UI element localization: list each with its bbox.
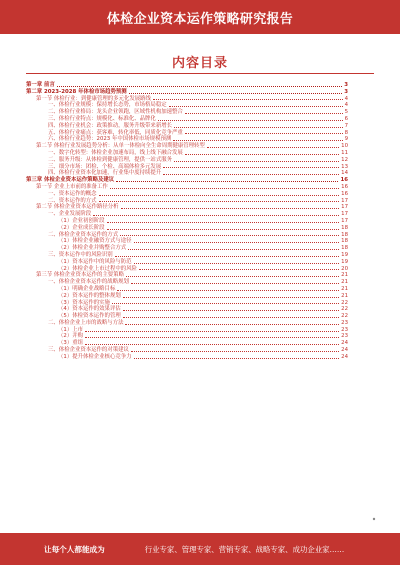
toc-entry-page: 3: [344, 82, 348, 88]
toc-leader-dots: [107, 222, 340, 223]
toc-entry-page: 24: [341, 353, 348, 360]
toc-entry-label: 五、体检行业痛点：获客难，转化率低，同质化竞争严重: [48, 129, 183, 136]
toc-leader-dots: [174, 127, 343, 128]
toc-entry-label: 一、资本运作的概念: [48, 190, 97, 197]
toc-leader-dots: [99, 195, 340, 196]
toc-entry-label: （4）资本运作的效果评估: [58, 306, 121, 313]
toc-entry-label: （2）体检企业并购整合方式: [58, 245, 127, 252]
toc-entry-label: 六、体检行业趋势：2023 年中国体检市场规模预测: [48, 136, 172, 143]
toc-entry[interactable]: [26, 259, 348, 266]
toc-entry-label: 三、体检行业特点：规模化、标准化、品牌化: [48, 115, 156, 122]
toc-entry[interactable]: [26, 82, 348, 89]
header-bar: [0, 0, 400, 34]
toc-entry[interactable]: [26, 225, 348, 232]
toc-entry-label: 二、体检行业格局：龙头企业领跑，区域性机构加速整合: [48, 109, 183, 116]
toc-entry[interactable]: [26, 252, 348, 259]
toc-entry[interactable]: [26, 143, 348, 150]
toc-entry-label: 一、体检企业资本运作的战略规划: [48, 279, 129, 286]
toc-leader-dots: [85, 344, 339, 345]
toc-leader-dots: [185, 154, 339, 155]
toc-entry-page: 5: [344, 109, 348, 116]
toc-entry-page: 4: [344, 95, 348, 102]
toc-leader-dots: [158, 120, 343, 121]
toc-entry-page: 11: [341, 149, 348, 156]
toc-entry-page: 18: [341, 224, 348, 231]
toc-leader-dots: [134, 242, 340, 243]
toc-entry[interactable]: [26, 109, 348, 116]
toc-entry-label: （1）企业初创阶段: [58, 217, 105, 224]
toc-entry-page: 17: [341, 197, 348, 204]
toc-entry-page: 16: [340, 177, 348, 184]
toc-entry-page: 21: [341, 292, 348, 299]
page-marker-icon: [372, 517, 376, 521]
toc-entry[interactable]: [26, 279, 348, 286]
toc-entry-page: 8: [344, 129, 348, 136]
toc-entry-page: 17: [341, 211, 348, 218]
footer-slogan: 让每个人都能成为: [44, 544, 105, 554]
toc-entry-page: 23: [341, 319, 348, 326]
toc-leader-dots: [163, 167, 339, 168]
toc-leader-dots: [85, 331, 339, 332]
toc-heading: 内容目录: [171, 56, 228, 71]
toc-leader-dots: [93, 215, 339, 216]
toc-leader-dots: [163, 174, 339, 175]
toc-entry-page: 9: [344, 136, 348, 143]
toc-entry-label: 第三节 体检企业资本运作的主要策略: [36, 272, 124, 279]
table-of-contents: [26, 82, 348, 361]
toc-entry-label: 第二节 体检行业发展趋势分析：从单一体检向全生命周期健康管理转型: [36, 143, 205, 150]
toc-leader-dots: [131, 351, 339, 352]
toc-entry[interactable]: [26, 354, 348, 361]
toc-entry-page: 18: [341, 231, 348, 238]
toc-leader-dots: [110, 188, 339, 189]
toc-entry-page: 22: [341, 299, 348, 306]
toc-entry-label: 第一节 体检行业：到健康管理的多元化发展路线: [36, 95, 151, 102]
toc-leader-dots: [129, 93, 343, 94]
toc-leader-dots: [120, 235, 339, 236]
toc-leader-dots: [116, 181, 338, 182]
toc-entry-page: 12: [341, 156, 348, 163]
toc-entry-page: 3: [344, 88, 348, 95]
toc-entry-label: 第一章 前言: [26, 82, 55, 88]
toc-entry-label: 二、体检企业资本运作的方式: [48, 231, 119, 238]
toc-entry-label: 三、资本运作中的风险识别: [48, 251, 113, 258]
toc-leader-dots: [185, 113, 343, 114]
toc-entry-label: （2）资本运作的整体规划: [58, 292, 121, 299]
toc-entry-label: 第二章 2023-2028 年体检市场趋势预测: [26, 88, 127, 95]
toc-leader-dots: [123, 310, 339, 311]
toc-entry-label: （1）上市: [58, 326, 83, 333]
toc-entry-label: 二、服务升级：从体检到健康管理，提供一站式服务: [48, 156, 172, 163]
toc-leader-dots: [85, 337, 339, 338]
toc-leader-dots: [139, 269, 339, 270]
toc-entry-label: 二、体检企业上市的战略与方法: [48, 319, 124, 326]
toc-entry[interactable]: [26, 245, 348, 252]
toc-entry-label: （2）体检企业上市过程中的风险: [58, 265, 137, 272]
toc-entry-page: 6: [344, 115, 348, 122]
toc-entry-page: 22: [341, 306, 348, 313]
toc-leader-dots: [169, 106, 343, 107]
toc-leader-dots: [174, 161, 339, 162]
toc-leader-dots: [125, 324, 339, 325]
toc-entry-label: （3）重组: [58, 340, 83, 347]
toc-entry-page: 4: [344, 102, 348, 109]
toc-entry-label: 一、企业发展阶段: [48, 211, 92, 218]
toc-entry-label: 三、体检企业资本运作的对策建议: [48, 347, 129, 354]
toc-entry[interactable]: [26, 157, 348, 164]
toc-leader-dots: [128, 249, 339, 250]
toc-leader-dots: [134, 358, 340, 359]
toc-entry-label: 二、资本运作的方式: [48, 197, 97, 204]
footer-tagline: 行业专家、管理专家、营销专家、战略专家、成功企业家……: [144, 544, 345, 554]
toc-entry-page: 18: [341, 245, 348, 252]
toc-leader-dots: [185, 133, 343, 134]
toc-leader-dots: [131, 283, 339, 284]
toc-entry-page: 24: [341, 340, 348, 347]
toc-leader-dots: [173, 140, 342, 141]
toc-entry-label: （5）体检资本运作的管理: [58, 313, 121, 320]
toc-entry-label: （2）并购: [58, 333, 83, 340]
toc-entry[interactable]: [26, 191, 348, 198]
toc-entry-label: 第二节 体检企业资本运作路径分析: [36, 204, 119, 211]
toc-entry[interactable]: [26, 123, 348, 130]
toc-entry[interactable]: [26, 313, 348, 320]
toc-leader-dots: [121, 208, 340, 209]
toc-entry[interactable]: [26, 89, 348, 96]
toc-entry-label: 三、细分市场：团检、个检、高端体检多元发展: [48, 163, 162, 170]
toc-leader-dots: [99, 201, 340, 202]
toc-entry-label: （1）资本运作中的风险与防范: [58, 258, 132, 265]
toc-entry-page: 16: [341, 190, 348, 197]
toc-leader-dots: [115, 256, 339, 257]
toc-entry[interactable]: [26, 286, 348, 293]
toc-entry-page: 13: [341, 163, 348, 170]
toc-entry-label: 第三章 体检企业资本运作策略及建议: [26, 177, 115, 184]
toc-entry[interactable]: [26, 347, 348, 354]
toc-leader-dots: [107, 229, 340, 230]
toc-entry-page: 23: [341, 333, 348, 340]
toc-entry-label: 四、体检行业机会：政策推动，服务升级带来新增长: [48, 122, 172, 129]
toc-entry-label: 四、体检行业资本化加速，行业集中度持续提升: [48, 170, 162, 177]
toc-entry[interactable]: [26, 184, 348, 191]
toc-entry-label: （2）企业成长阶段: [58, 224, 105, 231]
toc-leader-dots: [57, 86, 342, 87]
toc-entry[interactable]: [26, 116, 348, 123]
toc-entry-page: 14: [341, 170, 348, 177]
toc-entry-page: 21: [341, 272, 348, 279]
toc-entry-page: 18: [341, 238, 348, 245]
toc-entry[interactable]: [26, 320, 348, 327]
toc-leader-dots: [134, 263, 340, 264]
toc-entry-label: （1）体检企业融资方式与途径: [58, 238, 132, 245]
toc-entry[interactable]: [26, 218, 348, 225]
toc-entry-page: 19: [341, 251, 348, 258]
toc-leader-dots: [117, 290, 339, 291]
toc-entry[interactable]: [26, 293, 348, 300]
toc-entry-page: 7: [344, 122, 348, 129]
toc-entry[interactable]: [26, 177, 348, 184]
toc-leader-dots: [126, 276, 339, 277]
toc-entry-page: 20: [341, 265, 348, 272]
toc-entry-page: 22: [341, 313, 348, 320]
toc-leader-dots: [153, 99, 343, 100]
toc-entry-label: 一、体检行业规模：保持增长态势，市场格局稳定: [48, 102, 167, 109]
footer-bar: [0, 533, 400, 565]
toc-entry-page: 17: [341, 204, 348, 211]
toc-entry-page: 16: [341, 183, 348, 190]
toc-entry-label: 一、数字化转型：体检企业加速布局，线上线下融合发展: [48, 149, 183, 156]
toc-entry-page: 24: [341, 347, 348, 354]
toc-leader-dots: [123, 317, 339, 318]
toc-entry-label: （3）资本运作的实施: [58, 299, 110, 306]
toc-entry[interactable]: [26, 211, 348, 218]
toc-divider: [26, 73, 374, 74]
toc-entry-page: 23: [341, 326, 348, 333]
toc-entry-page: 19: [341, 258, 348, 265]
toc-entry-label: （1）提升体检企业核心竞争力: [58, 353, 132, 360]
toc-leader-dots: [123, 297, 339, 298]
toc-entry-page: 17: [341, 217, 348, 224]
toc-entry-page: 10: [341, 143, 348, 150]
toc-entry[interactable]: [26, 150, 348, 157]
toc-entry-label: 第一节 企业上市前的准备工作: [36, 183, 108, 190]
toc-entry-label: （1）明确企业战略目标: [58, 285, 116, 292]
report-title: 体检企业资本运作策略研究报告: [106, 11, 294, 27]
toc-entry-page: 21: [341, 285, 348, 292]
toc-leader-dots: [112, 303, 339, 304]
toc-leader-dots: [207, 147, 339, 148]
toc-entry-page: 21: [341, 279, 348, 286]
